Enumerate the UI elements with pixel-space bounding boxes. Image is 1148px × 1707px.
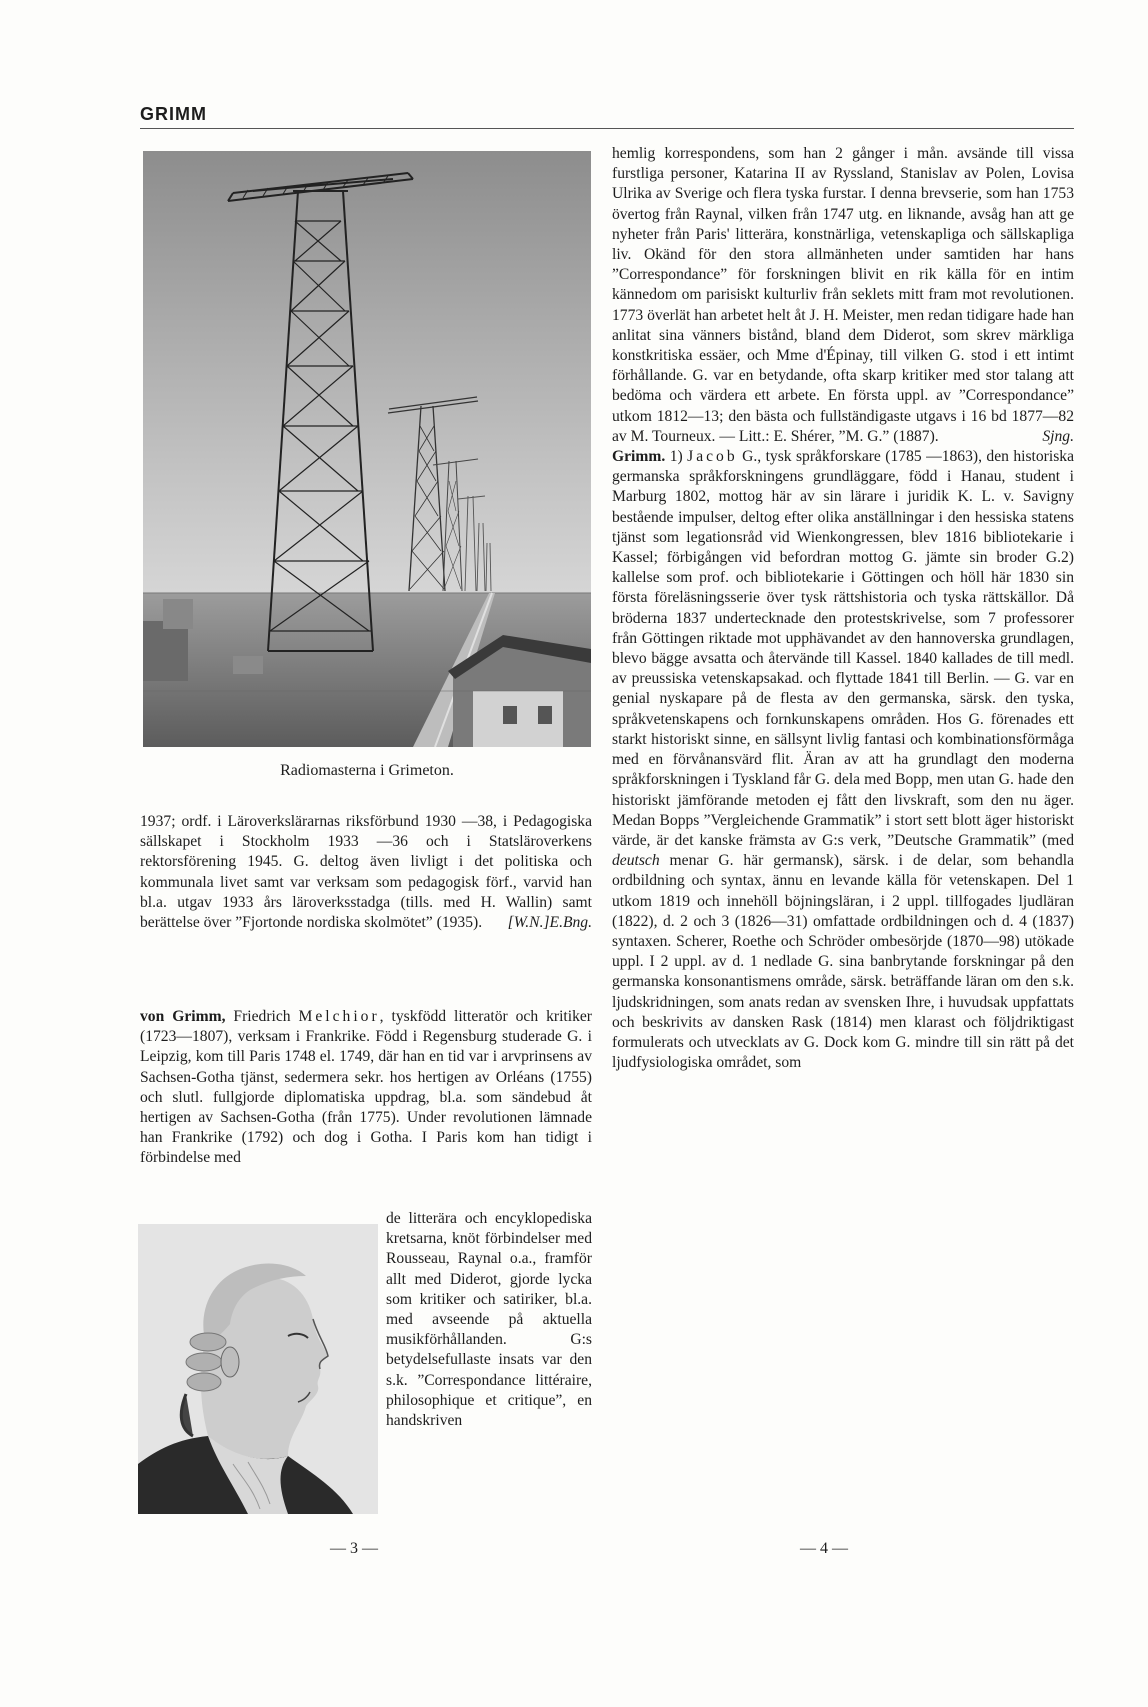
entry-grimm-spaced-name: Jacob	[687, 448, 738, 466]
page-header-title: GRIMM	[140, 104, 207, 124]
entry-spaced-name: Melchior	[298, 1008, 380, 1025]
entry-grimm-friedrich	[140, 1007, 592, 1169]
left-paragraph-1-signature: [W.N.]E.Bng.	[507, 914, 592, 932]
entry-grimm-body-2: menar G. här germansk), särsk. i de delar, som behandla ordbildning och syntax, ännu en levande källa för vetenskapen. Del 1 utkom 1819 och innehöll böjningsläran, i 2 uppl. tillfogades ljudläran (1822), d. 2 och 3 (1826—31) omfattade ordbildningen och d. 4 (1837) syntaxen. Scherer, Roethe och Schröder ombesörjde (1870—98) utökade uppl. I 2 uppl. av d. 1 nedlade G. sina banbrytande forskningar på den germanska konsonantismens område, särsk. beträffande läran om den s.k. ljudskridningen, som anats redan av svensken Ihre, i huvudsak uppfattats och beskrivits av dansken Rask (1814) men klarast och följdriktigast formulerats och utvecklats av G. Dock kom G. mindre till sin rätt på det ljudfysiologiska området, som	[612, 852, 1074, 1072]
left-paragraph-1-text: 1937; ordf. i Läroverkslärarnas riksförbund 1930 —38, i Pedagogiska sällskapet i Stockholm 1933 —36 och i Statsläroverkens rektorsförening 1945. G. deltog även livligt i det politiska och kommunala livet samt var verksam som pedagogisk förf., varvid han bl.a. utgav 1933 års läroverksstadga (tills. med H. Wallin) samt berättelse över ”Fjortonde nordiska skolmötet” (1935).	[140, 813, 592, 932]
entry-firstname: Friedrich	[225, 1008, 299, 1025]
entry-grimm-italic: deutsch	[612, 852, 660, 870]
header-rule	[140, 128, 1074, 129]
entry-grimm-lead: Grimm.	[612, 448, 666, 466]
page-number-left: — 3 —	[330, 1540, 378, 1557]
grimm-portrait	[138, 1224, 378, 1514]
radio-masts-photo	[143, 151, 591, 747]
photo-caption: Radiomasterna i Grimeton.	[280, 762, 454, 779]
entry-lead: von Grimm,	[140, 1008, 226, 1025]
right-paragraph-1: hemlig korrespondens, som han 2 gånger i mån. avsände till vissa furstliga personer, Katarina II av Ryssland, Stanislav av Polen, Lovisa Ulrika av Sverige och flera tyska furstar. I denna brevserie, som han 1753 övertog från Raynal, vilken från 1747 utg. en liknande, avsåg han att ge nyheter från Paris' litterära, konstnärliga, vetenskapliga och sällskapliga liv. Okänd för den stora allmänheten under samtiden har hans ”Correspondance” för forskningen blivit en rik källa för en intim kännedom om parisiskt kulturliv från seklets mitt fram mot revolutionen. 1773 överlät han arbetet helt åt J. H. Meister, men redan tidigare hade han anlitat sina vänners bistånd, bland dem Diderot, som skrev märkliga konstkritiska essäer, och Mme d'Épinay, till vilken G. stod i ett intimt förhållande. G. var en betydande, ofta skarp kritiker med stor talang att bedöma och värdera ett arbete. En första uppl. av ”Correspondance” utkom 1812—13; den bästa och fullständigaste utgavs i 16 bd 1877—82 av M. Tourneux. — Litt.: E. Shérer, ”M. G.” (1887).	[612, 145, 1074, 445]
entry-grimm-body: G., tysk språkforskare (1785 —1863), den historiska germanska språkforskningens grundläggare, född i Hanau, student i Marburg 1802, mottog här av sin lärare i juridik K. L. v. Savigny bestående impulser, deltog efter olika anställningar i den hessiska statens tjänst som legationsråd vid Wienkongressen, blev 1816 bibliotekarie i Kassel; förbigången vid befordran mottog G. jämte sin broder G.2) kallelse som prof. och bibliotekarie i Göttingen och höll här 1830 sin första föreläsningsserie över tysk rättshistoria och tyska rättskällor. Då bröderna 1837 undertecknade den protestskrivelse, som 7 professorer från Göttingen riktade mot upphävandet av den hannoverska grundlagen, blevo bägge avsatta och återvände till Kassel. 1840 kallades de till medl. av preussiska vetenskapsakad. och flyttade 1841 till Berlin. — G. var en genial nyskapare på de flesta av den germanska, särsk. den tyska, språkvetenskapens och fornkunskapens områden. Hos G. förenades ett starkt historiskt sinne, en sällsynt livlig fantasi och kombinationsförmåga med en förvånansvärd flit. Äran av att ha grundlagt den moderna språkforskningen i Tyskland får G. dela med Bopp, men utan G. hade den historiskt jämförande metoden ej fått den livskraft, som den nu äger. Medan Bopps ”Vergleichende Grammatik” i stort sett blott äger historiskt värde, är det kanske främsta av G:s verk, ”Deutsche Grammatik” (med	[612, 448, 1074, 849]
wrap-text: de litterära och encyklopediska kretsarna, knöt förbindelser med Rousseau, Raynal o.a., framför allt med Diderot, gjorde lycka som kritiker och satiriker, bl.a. med avseende på aktuella musikförhållanden. G:s betydelsefullaste insats var den s.k. ”Correspondance littéraire, philosophique et critique”, en handskriven	[386, 1210, 592, 1430]
entry-grimm-number: 1)	[665, 448, 688, 466]
page-number-right: — 4 —	[800, 1540, 848, 1557]
entry-body: , tyskfödd litteratör och kritiker (1723—1807), verksam i Frankrike. Född i Regensburg studerade G. i Leipzig, kom till Paris 1748 el. 1749, där han en tid var i arvprinsens av Sachsen-Gotha tjänst, sedermera sekr. hos hertigen av Orléans (1755) och slutl. fullgjorde diplomatiska uppdrag, bl.a. som sändebud åt hertigen av Sachsen-Gotha (från 1775). Under revolutionen lämnade han Frankrike (1792) och dog i Gotha. I Paris kom han tidigt i förbindelse med	[140, 1008, 592, 1167]
entry-grimm-friedrich-wrap	[386, 1209, 592, 1431]
left-paragraph-1	[140, 812, 592, 933]
right-column	[612, 144, 1074, 1073]
right-paragraph-1-signature: Sjng.	[1042, 427, 1074, 445]
